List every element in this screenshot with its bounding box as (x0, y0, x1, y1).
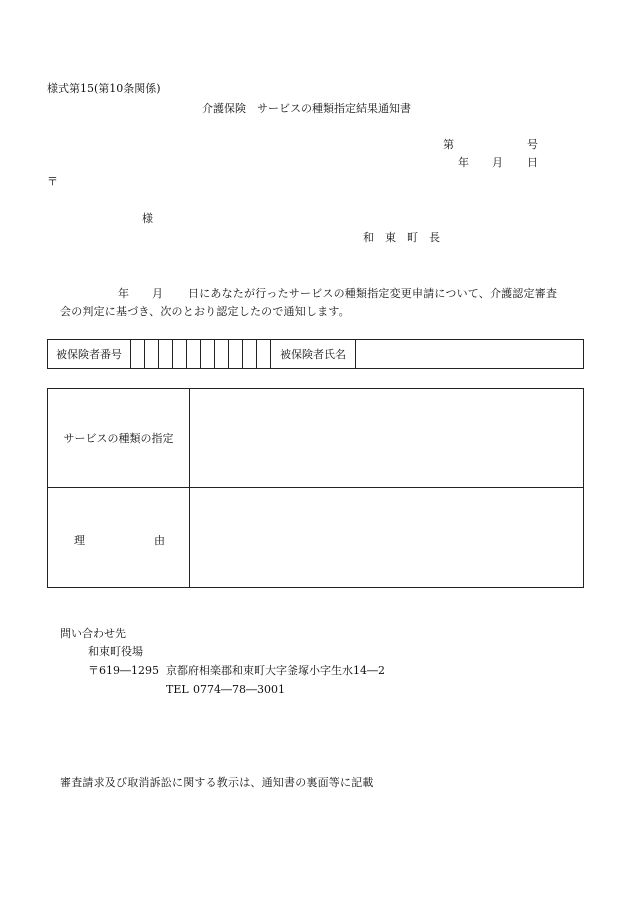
issuer: 和 東 町 長 (363, 231, 440, 244)
digit-cell[interactable] (187, 340, 201, 369)
digit-cell[interactable] (257, 340, 271, 369)
date-month: 月 (492, 156, 503, 169)
date-year: 年 (458, 156, 469, 169)
body-line-1: 日にあなたが行ったサービスの種類指定変更申請について、介護認定審査 (188, 287, 558, 300)
contact-tel: 0774―78―3001 (193, 683, 285, 696)
insured-id-table (47, 339, 584, 369)
contact-office: 和束町役場 (88, 645, 143, 658)
service-type-cell[interactable] (190, 389, 584, 488)
doc-number-dai: 第 (443, 138, 454, 151)
footer-note: 審査請求及び取消訴訟に関する教示は、通知書の裏面等に記載 (60, 776, 374, 789)
body-month: 月 (152, 287, 163, 300)
addressee-suffix: 様 (142, 212, 153, 225)
reason-label-cell (48, 488, 190, 588)
contact-postal: 〒619―1295 (88, 664, 159, 677)
contact-tel-label: TEL (166, 683, 189, 696)
reason-label-right: 由 (154, 534, 165, 547)
service-type-label: サービスの種類の指定 (48, 389, 190, 488)
digit-cell[interactable] (159, 340, 173, 369)
date-day: 日 (527, 156, 538, 169)
digit-cell[interactable] (201, 340, 215, 369)
contact-address: 京都府相楽郡和束町大字釜塚小字生水14―2 (166, 664, 385, 677)
contact-heading: 問い合わせ先 (60, 627, 126, 640)
digit-cell[interactable] (215, 340, 229, 369)
digit-cell[interactable] (173, 340, 187, 369)
insured-name-label: 被保険者氏名 (271, 340, 356, 369)
decision-table (47, 388, 584, 588)
insured-number-label: 被保険者番号 (48, 340, 131, 369)
reason-cell[interactable] (190, 488, 584, 588)
form-number: 様式第15(第10条関係) (47, 82, 161, 95)
doc-number-go: 号 (527, 138, 538, 151)
digit-cell[interactable] (145, 340, 159, 369)
reason-label-left: 理 (74, 534, 85, 547)
document-title: 介護保険 サービスの種類指定結果通知書 (202, 102, 411, 115)
body-year: 年 (118, 287, 129, 300)
digit-cell[interactable] (229, 340, 243, 369)
postal-mark: 〒 (47, 175, 58, 188)
body-line-2: 会の判定に基づき、次のとおり認定したので通知します。 (60, 305, 350, 318)
digit-cell[interactable] (131, 340, 145, 369)
insured-name-cell[interactable] (356, 340, 584, 369)
digit-cell[interactable] (243, 340, 257, 369)
